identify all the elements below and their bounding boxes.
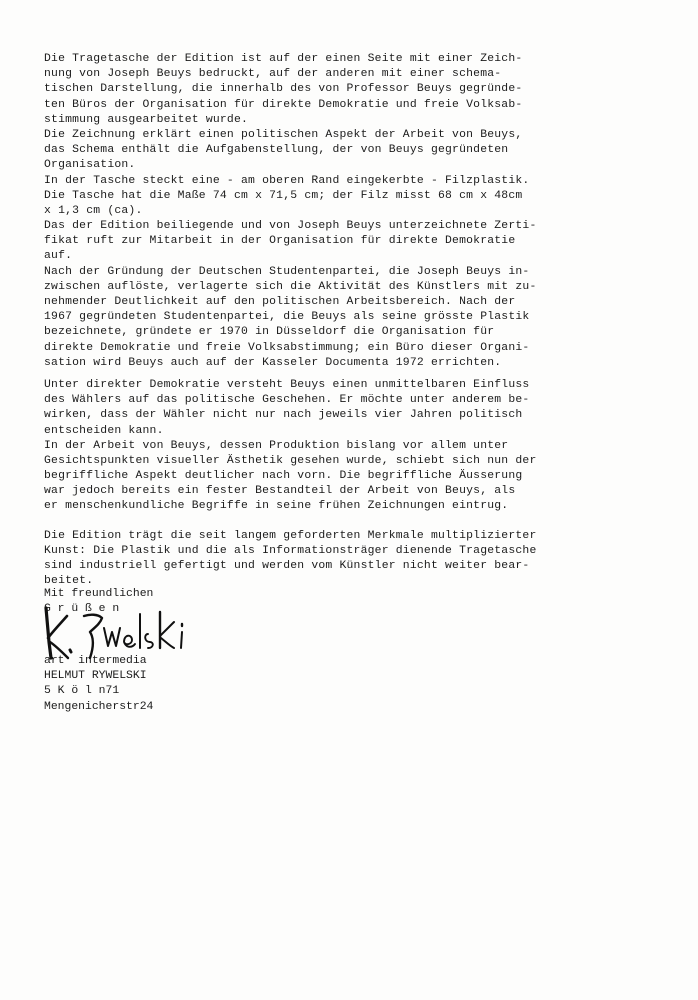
- body-line: beitet.: [44, 575, 94, 588]
- body-line: Das der Edition beiliegende und von Joseph Beuys unterzeichnete Zerti-: [44, 220, 537, 233]
- paragraph-gap: [44, 515, 664, 522]
- body-line: In der Arbeit von Beuys, dessen Produktion bislang vor allem unter: [44, 439, 509, 452]
- body-line: stimmung ausgearbeitet wurde.: [44, 113, 249, 126]
- sender-address: [44, 654, 284, 715]
- body-line: Organisation.: [44, 159, 136, 172]
- body-line: Nach der Gründung der Deutschen Studentenpartei, die Joseph Beuys in-: [44, 265, 530, 278]
- body-line: direkte Demokratie und freie Volksabstimmung; ein Büro dieser Organi-: [44, 341, 530, 354]
- body-line: Die Tasche hat die Maße 74 cm x 71,5 cm; der Filz misst 68 cm x 48cm: [44, 189, 523, 202]
- body-line: das Schema enthält die Aufgabenstellung, der von Beuys gegründeten: [44, 144, 509, 157]
- body-line: bezeichnete, gründete er 1970 in Düsseldorf die Organisation für: [44, 326, 495, 339]
- body-line: x 1,3 cm (ca).: [44, 204, 143, 217]
- body-line: Kunst: Die Plastik und die als Informationsträger dienende Tragetasche: [44, 544, 537, 557]
- body-line: Die Edition trägt die seit langem geforderten Merkmale multiplizierter: [44, 529, 537, 542]
- body-line: auf.: [44, 250, 73, 263]
- body-line: Gesichtspunkten visueller Ästhetik gesehen wurde, schiebt sich nun der: [44, 454, 537, 467]
- body-line: tischen Darstellung, die innerhalb des von Professor Beuys gegründe-: [44, 83, 523, 96]
- handwritten-signature: [40, 602, 190, 662]
- body-line: entscheiden kann.: [44, 424, 164, 437]
- body-line: Die Tragetasche der Edition ist auf der einen Seite mit einer Zeich-: [44, 53, 523, 65]
- paragraph-gap: [44, 522, 664, 529]
- body-line: begriffliche Aspekt deutlicher nach vorn. Die begriffliche Äusserung: [44, 470, 523, 483]
- body-line: nung von Joseph Beuys bedruckt, auf der anderen mit einer schema-: [44, 68, 502, 81]
- body-line: des Wählers auf das politische Geschehen. Er möchte unter anderem be-: [44, 394, 530, 407]
- body-line: 1967 gegründeten Studentenpartei, die Beuys als seine grösste Plastik: [44, 311, 530, 324]
- closing-line-2: G r ü ß e n: [44, 603, 120, 616]
- body-line: Die Zeichnung erklärt einen politischen Aspekt der Arbeit von Beuys,: [44, 128, 523, 141]
- body-line: war jedoch bereits ein fester Bestandteil der Arbeit von Beuys, als: [44, 485, 516, 498]
- body-line: zwischen auflöste, verlagerte sich die Aktivität des Künstlers mit zu-: [44, 280, 537, 293]
- body-line: sind industriell gefertigt und werden vom Künstler nicht weiter bear-: [44, 560, 530, 572]
- sender-street: Mengenicherstr24: [44, 700, 154, 713]
- body-line: Unter direkter Demokratie versteht Beuys einen unmittelbaren Einfluss: [44, 378, 530, 391]
- body-line: ten Büros der Organisation für direkte Demokratie und freie Volksab-: [44, 98, 523, 111]
- body-line: In der Tasche steckt eine - am oberen Rand eingekerbte - Filzplastik.: [44, 174, 530, 187]
- sender-company: art intermedia: [44, 655, 147, 667]
- letter-body: [44, 52, 664, 589]
- paragraph-gap: [44, 371, 664, 378]
- body-line: fikat ruft zur Mitarbeit in der Organisation für direkte Demokratie: [44, 235, 516, 248]
- sender-city: 5 K ö l n71: [44, 685, 120, 698]
- sender-name: HELMUT RYWELSKI: [44, 670, 147, 683]
- body-line: sation wird Beuys auch auf der Kasseler Documenta 1972 errichten.: [44, 356, 502, 369]
- body-line: nehmender Deutlichkeit auf den politischen Arbeitsbereich. Nach der: [44, 296, 516, 308]
- body-line: wirken, dass der Wähler nicht nur nach jeweils vier Jahren politisch: [44, 409, 523, 422]
- closing-line-1: Mit freundlichen: [44, 588, 154, 600]
- body-line: er menschenkundliche Begriffe in seine frühen Zeichnungen eintrug.: [44, 500, 509, 513]
